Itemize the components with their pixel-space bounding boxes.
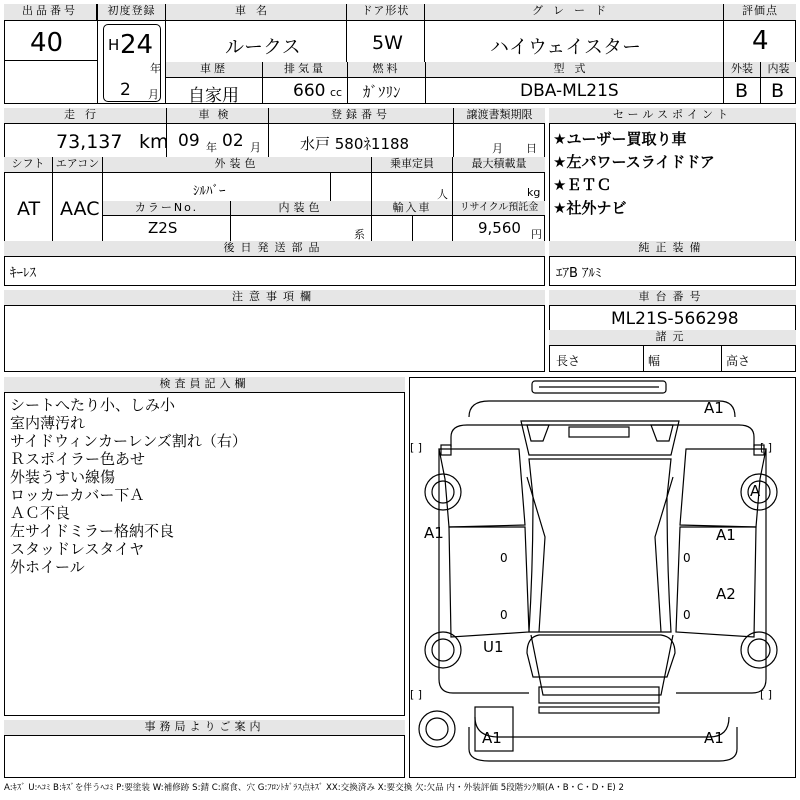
note-1: シートへたり小、しみ小 [10,396,176,414]
office-label: 事務局よりご案内 [4,720,405,736]
capacity-unit: 人 [437,188,448,201]
sales-point-1: ★ユーザー買取り車 [553,130,687,148]
recycle-unit: 円 [531,228,542,241]
era: H [108,36,120,54]
note-3: サイドウィンカーレンズ割れ（右） [10,432,247,450]
later-parts-label: 後日発送部品 [4,241,545,257]
history: 自家用 [188,86,239,106]
width-label: 幅 [648,354,661,368]
zero-right-2: 0 [683,608,691,622]
insp-year-unit: 年 [206,141,217,154]
reg-no-label: 登録番号 [269,108,453,124]
note-10: 外ホイール [10,558,85,576]
car-name-label: 車名 [166,4,346,21]
displacement-label: 排気量 [263,62,347,78]
transfer-day-unit: 日 [526,142,537,155]
exterior-grade: B [735,80,749,102]
color-no: Z2S [148,219,178,237]
door: 5W [372,32,403,54]
import-label: 輸入車 [372,201,452,216]
mark-right-front-door: A1 [716,526,736,544]
inspector-label: 検査員記入欄 [4,377,405,393]
mileage-label: 走行 [4,108,166,124]
ext-color-label: 外装色 [103,157,371,173]
car-diagram [409,377,796,778]
sales-point-2: ★左パワースライドドア [553,153,715,171]
transfer-label: 譲渡書類期限 [454,108,545,124]
score: 4 [752,26,769,56]
chassis-no: ML21S-566298 [611,309,739,329]
lot-no: 40 [30,28,64,58]
bracket-front-left: [ ] [410,441,423,454]
genuine-value: ｴｱB ｱﾙﾐ [556,266,602,281]
insp-month: 02 [222,131,244,151]
month-unit: 月 [148,88,159,101]
lot-no-label: 出品番号 [4,4,97,21]
note-6: ロッカーカバー下Ａ [10,486,145,504]
reg-year: 24 [120,30,154,60]
displacement: 660 [293,81,326,101]
note-9: スタッドレスタイヤ [10,540,145,558]
ext-color: ｼﾙﾊﾞｰ [193,184,226,199]
insp-month-unit: 月 [250,141,261,154]
note-7: ＡＣ不良 [10,504,71,522]
sales-point-4: ★社外ナビ [553,199,627,217]
chassis-label: 車台番号 [549,290,796,306]
int-color-label: 内装色 [231,201,371,216]
int-color-unit: 系 [354,228,365,241]
shift-label: シフト [4,157,52,173]
inspection-label: 車検 [167,108,268,124]
first-reg-label: 初度登録 [98,4,165,21]
caution-label: 注意事項欄 [4,290,545,306]
model: DBA-ML21S [520,81,619,101]
bracket-rear-right: [ ] [760,688,773,701]
legend: A:ｷｽﾞ U:ﾍｺﾐ B:ｷｽﾞを伴うﾍｺﾐ P:要塗装 W:補修跡 S:錆 C:腐食、穴 G:ﾌﾛﾝﾄｶﾞﾗｽ点ｷｽﾞ XX:交換済み X:要交換 欠:欠品 内・外装評価 5段階ﾗﾝｸ順(A・B・C・D・E) 2 [4,783,624,793]
max-load-unit: kg [527,186,541,199]
grade-label: グレード [425,4,723,21]
spec-label: 諸元 [549,330,796,346]
score-label: 評価点 [724,4,796,21]
sales-point-3: ★ＥＴＣ [553,176,612,194]
color-no-label: カラーNo. [103,201,230,216]
mark-tire-right-front: A [750,482,761,500]
year-unit: 年 [150,62,161,75]
fuel: ｶﾞｿﾘﾝ [363,83,401,101]
mark-front-right: A1 [704,399,724,417]
note-5: 外装うすい線傷 [10,468,116,486]
fuel-label: 燃料 [348,62,425,78]
recycle-label: リサイクル預託金 [453,201,545,216]
insp-year: 09 [178,131,200,151]
inspector-notes [10,396,247,576]
interior-grade: B [771,80,785,102]
length-label: 長さ [556,354,581,368]
zero-right-1: 0 [683,551,691,565]
reg-month: 2 [120,80,131,100]
zero-left-2: 0 [500,608,508,622]
displacement-unit: cc [330,86,343,99]
mark-left-front-door: A1 [424,524,444,542]
mileage-unit: km [139,131,169,153]
note-2: 室内薄汚れ [10,414,86,432]
interior-label: 内装 [761,62,796,78]
door-label: ドア形状 [347,4,424,21]
genuine-label: 純正装備 [549,241,796,257]
shift: AT [17,198,41,220]
model-label: 型式 [426,62,723,78]
max-load-label: 最大積載量 [453,157,545,173]
mark-rear-left: A1 [482,729,502,747]
mileage: 73,137 [56,131,123,153]
bracket-rear-left: [ ] [410,688,423,701]
mark-left-rear: U1 [483,638,504,656]
capacity-label: 乗車定員 [372,157,452,173]
note-4: Ｒスポイラー色あせ [10,450,146,468]
mark-rear-right: A1 [704,729,724,747]
aircon-label: エアコン [53,157,102,173]
sales-point-label: セールスポイント [549,108,796,124]
height-label: 高さ [726,354,751,368]
transfer-month-unit: 月 [492,142,503,155]
note-8: 左サイドミラー格納不良 [10,522,174,540]
bracket-front-right: [ ] [760,441,773,454]
zero-left-1: 0 [500,551,508,565]
recycle: 9,560 [478,219,521,237]
car-name: ルークス [225,36,301,58]
mark-right-rear-door: A2 [716,585,736,603]
exterior-label: 外装 [724,62,760,78]
aircon: AAC [60,198,100,220]
grade: ハイウェイスター [490,36,642,58]
later-parts: ｷｰﾚｽ [10,266,36,281]
reg-no: 水戸 580ﾈ1188 [300,135,410,153]
history-label: 車歴 [166,62,262,78]
